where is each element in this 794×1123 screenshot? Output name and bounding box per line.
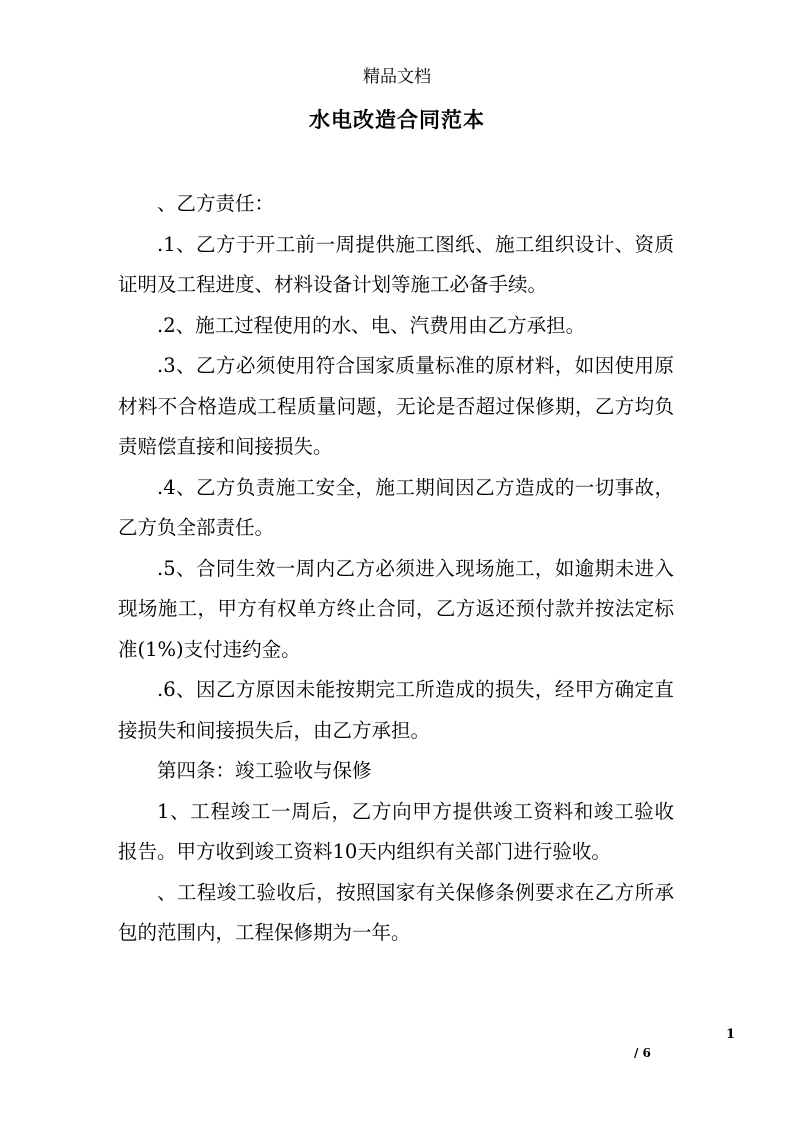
page-number: 1 [726, 1027, 736, 1042]
paragraph-party-b-duties: 、乙方责任： [157, 192, 275, 215]
document-body [118, 184, 674, 954]
section-heading-article-4: 第四条：竣工验收与保修 [157, 759, 372, 782]
paragraph-clause-2: .2、施工过程使用的水、电、汽费用由乙方承担。 [157, 313, 586, 337]
paragraph-acceptance-1: 1、工程竣工一周后，乙方向甲方提供竣工资料和竣工验收报告。甲方收到竣工资料10天内组织有关部门进行验收。 [118, 799, 674, 863]
paragraph-clause-3: .3、乙方必须使用符合国家质量标准的原材料，如因使用原材料不合格造成工程质量问题，无论是否超过保修期，乙方均负责赔偿直接和间接损失。 [118, 354, 674, 458]
page-total: / 6 [634, 1046, 651, 1060]
paragraph-clause-1: .1、乙方于开工前一周提供施工图纸、施工组织设计、资质证明及工程进度、材料设备计划等施工必备手续。 [118, 232, 674, 296]
document-title: 水电改造合同范本 [309, 107, 485, 132]
paragraph-acceptance-2: 、工程竣工验收后，按照国家有关保修条例要求在乙方所承包的范围内，工程保修期为一年。 [118, 880, 674, 944]
paragraph-clause-6: .6、因乙方原因未能按期完工所造成的损失，经甲方确定直接损失和间接损失后，由乙方承担。 [118, 678, 674, 742]
page-header: 精品文档 [363, 67, 431, 87]
paragraph-clause-4: .4、乙方负责施工安全，施工期间因乙方造成的一切事故，乙方负全部责任。 [118, 475, 674, 539]
paragraph-clause-5: .5、合同生效一周内乙方必须进入现场施工，如逾期未进入现场施工，甲方有权单方终止合同，乙方返还预付款并按法定标准(1%)支付违约金。 [118, 556, 674, 661]
